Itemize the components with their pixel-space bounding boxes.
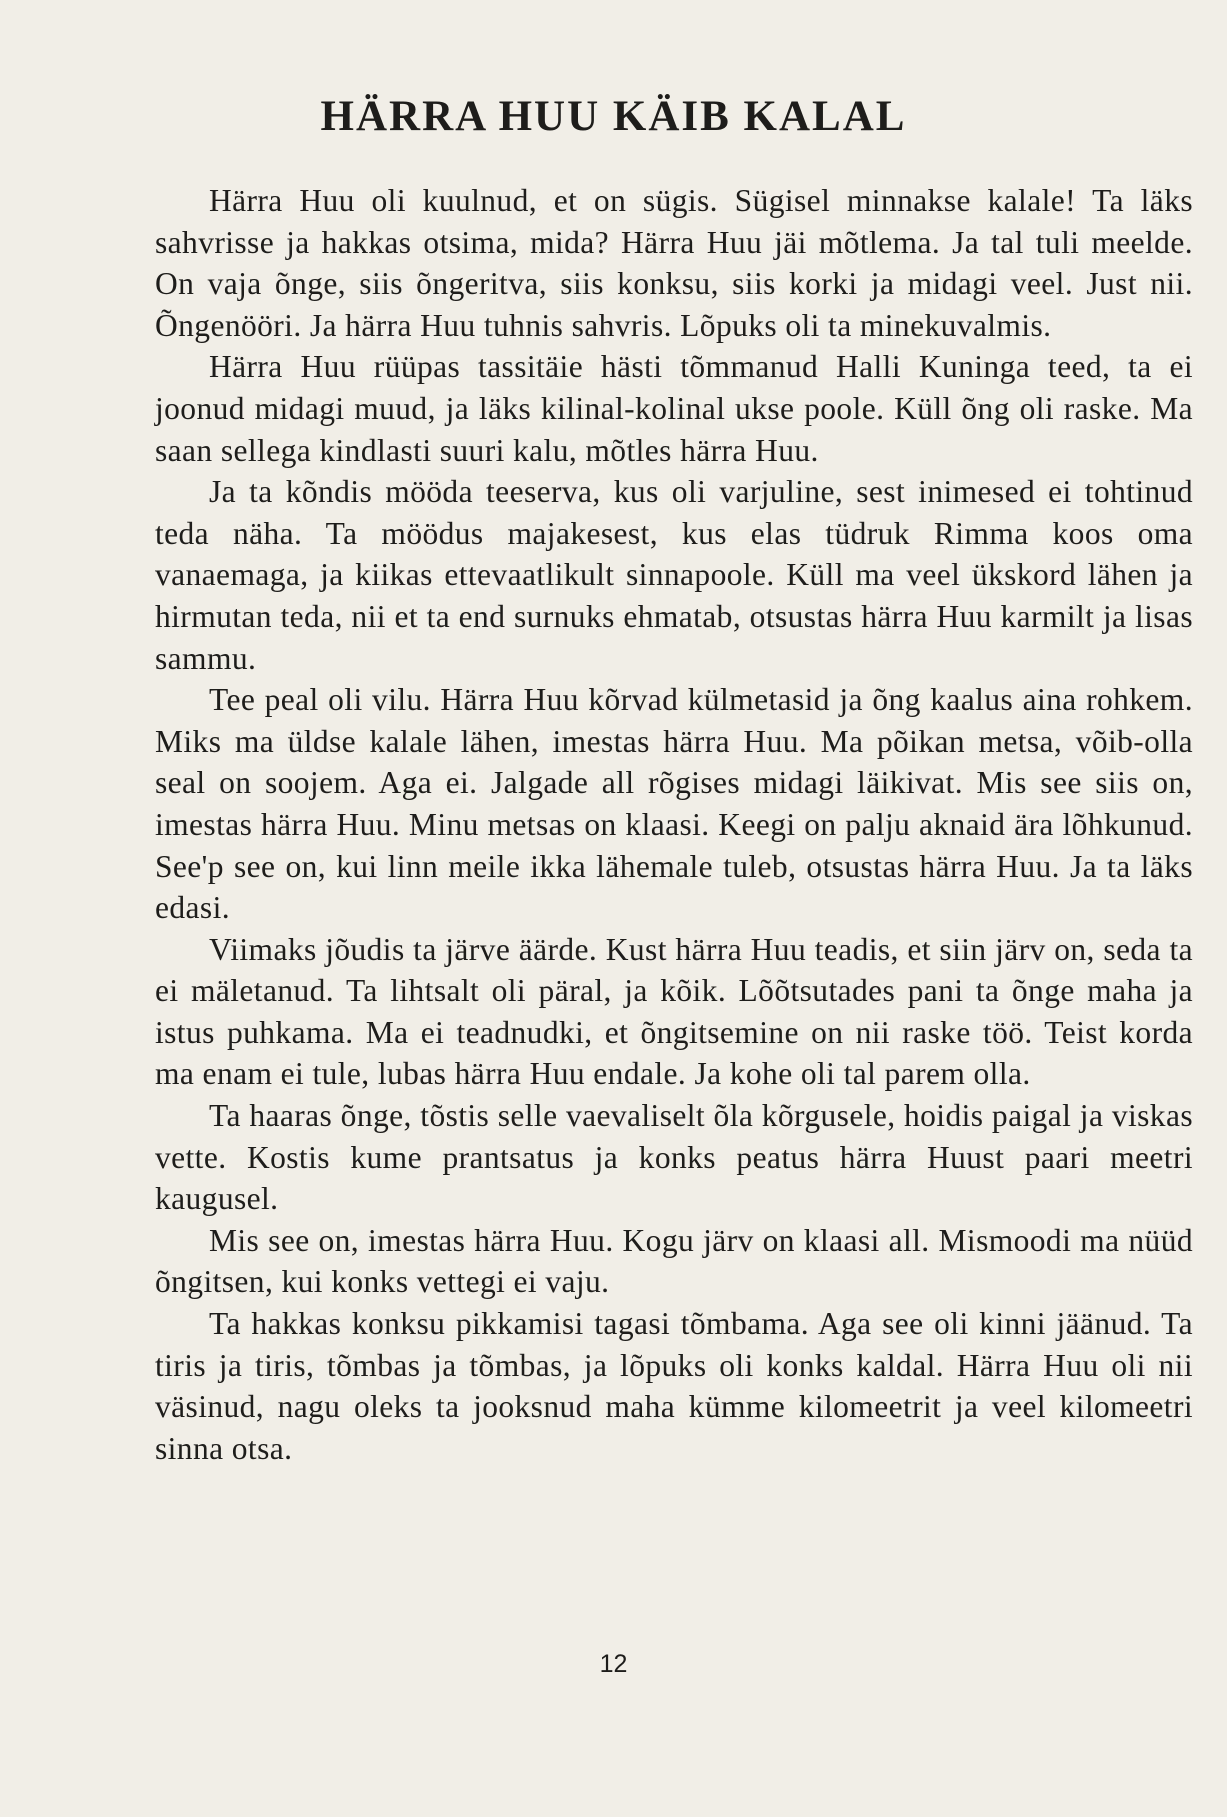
paragraph: Ta hakkas konksu pikkamisi tagasi tõmbama. Aga see oli kinni jäänud. Ta tiris ja tiris, tõmbas ja tõmbas, ja lõpuks oli konks kaldal. Härra Huu oli nii väsinud, nagu oleks ta jooksnud maha kümme kilomeetrit ja veel kilomeetri sinna otsa. (155, 1306, 1193, 1466)
chapter-title: HÄRRA HUU KÄIB KALAL (320, 93, 907, 140)
paragraph: Ja ta kõndis mööda teeserva, kus oli varjuline, sest inimesed ei tohtinud teda näha. Ta möödus majakesest, kus elas tüdruk Rimma koos oma vanaemaga, ja kiikas ettevaatlikult sinnapoole. Küll ma veel ükskord lähen ja hirmutan teda, nii et ta end surnuks ehmatab, otsustas härra Huu karmilt ja lisas sammu. (155, 474, 1193, 676)
page-number: 12 (599, 1650, 628, 1678)
paragraph: Härra Huu rüüpas tassitäie hästi tõmmanud Halli Kuninga teed, ta ei joonud midagi muud, ja läks kilinal-kolinal ukse poole. Küll õng oli raske. Ma saan sellega kindlasti suuri kalu, mõtles härra Huu. (155, 349, 1193, 468)
paragraph: Mis see on, imestas härra Huu. Kogu järv on klaasi all. Mismoodi ma nüüd õngitsen, kui konks vettegi ei vaju. (155, 1222, 1193, 1300)
paragraph: Härra Huu oli kuulnud, et on sügis. Sügisel minnakse kalale! Ta läks sahvrisse ja hakkas otsima, mida? Härra Huu jäi mõtlema. Ja tal tuli meelde. On vaja õnge, siis õngeritva, siis konksu, siis korki ja midagi veel. Just nii. Õngenööri. Ja härra Huu tuhnis sahvris. Lõpuks oli ta minekuvalmis. (155, 183, 1193, 343)
paragraph: Viimaks jõudis ta järve äärde. Kust härra Huu teadis, et siin järv on, seda ta ei mäletanud. Ta lihtsalt oli päral, ja kõik. Lõõtsutades pani ta õnge maha ja istus puhkama. Ma ei teadnudki, et õngitsemine on nii raske töö. Teist korda ma enam ei tule, lubas härra Huu endale. Ja kohe oli tal parem olla. (155, 931, 1193, 1092)
paragraph: Tee peal oli vilu. Härra Huu kõrvad külmetasid ja õng kaalus aina rohkem. Miks ma üldse kalale lähen, imestas härra Huu. Ma põikan metsa, võib-olla seal on soojem. Aga ei. Jalgade all rõgises midagi läikivat. Mis see siis on, imestas härra Huu. Minu metsas on klaasi. Keegi on palju aknaid ära lõhkunud. See'p see on, kui linn meile ikka lähemale tuleb, otsustas härra Huu. Ja ta läks edasi. (155, 682, 1193, 926)
chapter-text (155, 180, 1193, 1469)
paragraph: Ta haaras õnge, tõstis selle vaevaliselt õla kõrgusele, hoidis paigal ja viskas vette. Kostis kume prantsatus ja konks peatus härra Huust paari meetri kaugusel. (155, 1098, 1193, 1217)
